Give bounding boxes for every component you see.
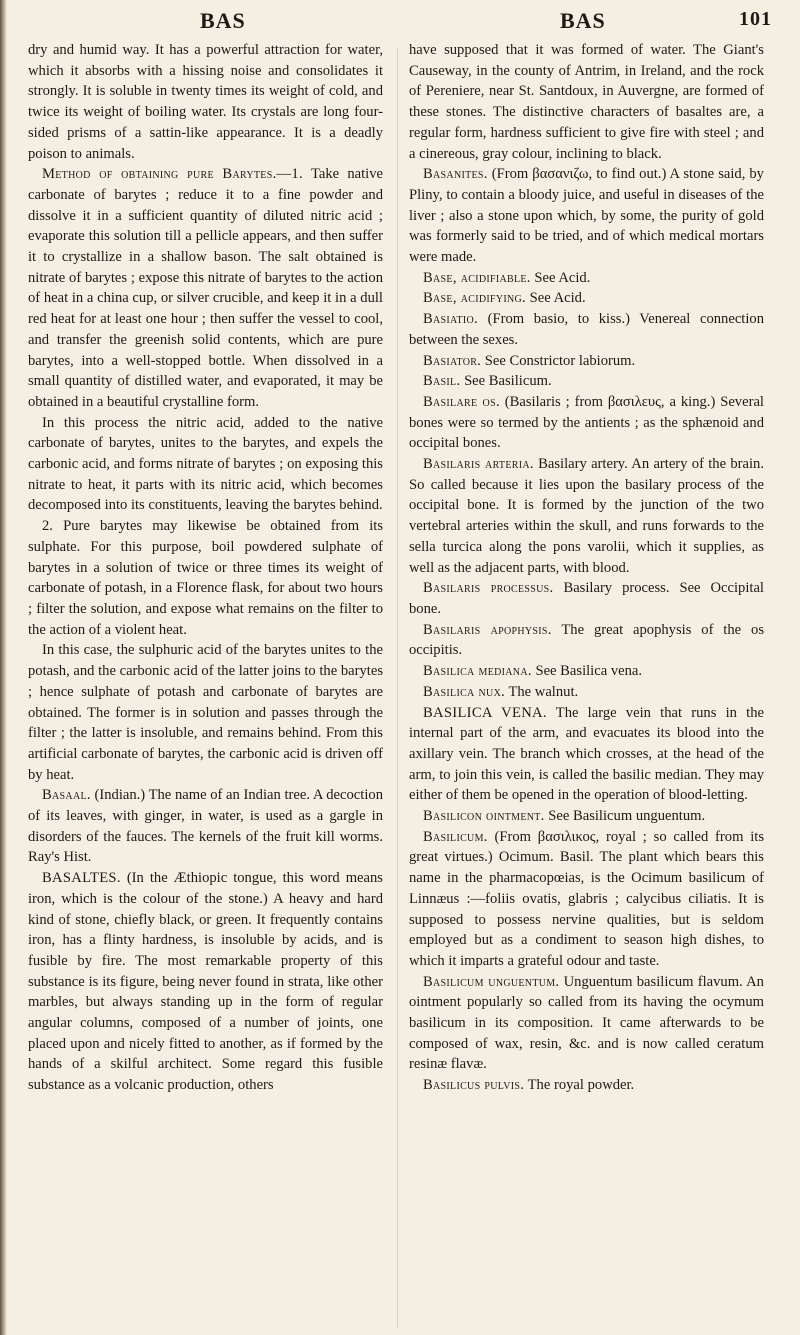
right-column [409,40,764,1096]
entry-headword: Basilica mediana. [423,663,532,680]
dictionary-entry [409,1075,764,1096]
entry-headword: Basaal. [42,787,91,804]
entry-headword: Basilaris arteria. [423,456,534,473]
dictionary-entry [28,868,383,1096]
page-binding-edge [0,0,7,1335]
entry-text: See Constrictor labiorum. [484,352,636,369]
dictionary-entry [409,806,764,827]
entry-text: dry and humid way. It has a powerful attraction for water, which it absorbs with a hissing noise and consolidates it strongly. It is soluble in twenty times its weight of cold, and twice its weight of boiling water. Its crystals are long four-sided prisms of a sattin-like appearance. It is a deadly poison to animals. [28,42,383,162]
left-column [28,40,383,1096]
dictionary-entry [409,268,764,289]
entry-text: Unguentum basilicum flavum. An ointment popularly so called from its having the ocymum basilicum in its composition. It came afterwards to be composed of wax, resin, &c. and is now called ceratum resinæ flavæ. [409,973,764,1073]
entry-headword: Basiatio. [423,311,478,328]
entry-headword: Basilare os. [423,393,500,410]
entry-text: The great apophysis of the os occipitis. [409,621,765,659]
dictionary-entry [28,785,383,868]
entry-text: See Basilicum unguentum. [548,808,706,825]
running-header [40,8,780,40]
dictionary-entry [409,827,764,972]
dictionary-entry [28,413,383,517]
dictionary-entry [409,309,764,350]
entry-text: See Acid. [529,290,586,307]
entry-headword: Basilica nux. [423,683,506,700]
dictionary-entry [409,620,764,661]
dictionary-entry [409,371,764,392]
entry-text: (From basio, to kiss.) Venereal connection between the sexes. [409,311,764,348]
dictionary-entry [409,578,764,619]
entry-text: The large vein that runs in the internal part of the arm, and evacuates its blood into the axillary vein. The branch which crosses, at the head of the arm, to join this vein, is called the basilic median. They may either of them be opened in the operation of blood-letting. [409,704,764,804]
entry-text: Take native carbonate of barytes ; reduce it to a fine powder and dissolve it in a sufficient quantity of diluted nitric acid ; evaporate this solution till a pellicle appears, and then suffer it to crystallize in a shallow bason. The salt obtained is nitrate of barytes ; expose this nitrate of barytes to the action of heat in a china cup, or silver crucible, and keep it in a dull red heat for at least one hour ; then suffer the vessel to cool, and transfer the greenish solid contents, which are pure barytes, into a well-stopped bottle. When dissolved in a small quantity of distilled water, and evaporated, it may be obtained in a beautiful crystalline form. [28,166,383,410]
dictionary-entry [409,392,764,454]
entry-headword: Base, acidifying. [423,290,527,307]
dictionary-entry [409,661,764,682]
dictionary-entry [28,164,383,412]
page-number: 101 [739,8,772,30]
entry-headword: Base, acidifiable. [423,269,531,286]
entry-headword: Basilicum unguentum. [423,973,560,990]
entry-text: The royal powder. [527,1077,635,1094]
dictionary-entry [409,972,764,1076]
entry-headword: Basilaris apophysis. [423,621,552,638]
entry-text: See Basilicum. [464,373,552,390]
entry-headword: Basilicus pulvis. [423,1077,525,1094]
entry-headword: BASILICA VENA. [423,704,547,721]
entry-text: (Indian.) The name of an Indian tree. A decoction of its leaves, with ginger, in water, is used as a gargle in disorders of the fauces. The kernels of the fruit kill worms. Ray's Hist. [28,787,383,866]
entry-text: have supposed that it was formed of water. The Giant's Causeway, in the county of Antrim, in Ireland, and the rock of Pereniere, near St. Santdoux, in Auvergne, are formed of these stones. The distinctive characters of basaltes are, a regular form, hardness sufficient to give fire with steel ; and a cinereous, gray colour, inclining to black. [409,42,764,162]
dictionary-entry [409,288,764,309]
dictionary-entry [28,40,383,164]
entry-headword: Basiator. [423,352,482,369]
entry-text: See Basilica vena. [535,663,643,680]
entry-text: In this process the nitric acid, added to the native carbonate of barytes, unites to the barytes, and expels the carbonic acid, and forms nitrate of barytes ; on exposing this nitrate to heat, it parts with its nitric acid, which becomes decomposed into its constituents, leaving the barytes behind. [28,414,383,514]
header-right-word: BAS [560,8,606,33]
dictionary-entry [409,164,764,268]
entry-text: (From βασανιζω, to find out.) A stone said, by Pliny, to contain a bloody juice, and useful in diseases of the liver ; also a stone upon which, by some, the purity of gold was formerly said to be tried, and of which medical mortars were made. [409,166,764,266]
dictionary-entry [409,454,764,578]
entry-headword: Method of obtaining pure Barytes.—1. [42,166,303,183]
entry-text: Basilary artery. An artery of the brain. So called because it lies upon the basilary process of the occipital bone. It is formed by the junction of the two vertebral arteries within the skull, and runs forwards to the sella turcica along the pons varolii, which it supplies, as well as the adjacent parts, with blood. [409,456,764,576]
dictionary-entry [409,351,764,372]
dictionary-entry [409,40,764,164]
entry-text: The walnut. [508,683,579,700]
entry-text: Basilary process. See Occipital bone. [409,580,764,617]
entry-headword: Basil. [423,373,461,390]
dictionary-entry [28,640,383,785]
entry-headword: Basilicon ointment. [423,808,545,825]
dictionary-entry [409,682,764,703]
header-left-word: BAS [200,8,246,33]
entry-headword: Basilicum. [423,828,488,845]
entry-text: In this case, the sulphuric acid of the barytes unites to the potash, and the carbonic acid of the latter joins to the barytes ; hence sulphate of potash and carbonate of barytes are obtained. The former is in solution and passes through the filter ; the latter is insoluble, and remains behind. From this artificial carbonate of barytes, the carbonic acid is driven off by heat. [28,642,383,783]
entry-text: (From βασιλικος, royal ; so called from its great virtues.) Ocimum. Basil. The plant which bears this name in the pharmacopœias, is the Ocimum basilicum of Linnæus :—foliis ovatis, glabris ; calycibus ciliatis. It is supposed to possess nervine qualities, but is seldom employed but as a condiment to season high dishes, to which it imparts a grateful odour and taste. [409,828,764,969]
entry-text: 2. Pure barytes may likewise be obtained from its sulphate. For this purpose, boil powdered sulphate of barytes in a solution of twice or three times its weight of carbonate of potash, in a Florence flask, for about two hours ; filter the solution, and expose what remains on the filter to the action of a violent heat. [28,518,383,638]
entry-text: (In the Æthiopic tongue, this word means iron, which is the colour of the stone.) A heavy and hard kind of stone, chiefly black, or green. It frequently contains iron, has a flinty hardness, is insoluble by acids, and is fusible by fire. The most remarkable property of this substance is its figure, being never found in strata, like other marbles, but always standing up in the form of regular angular columns, composed of a number of joints, one placed upon and nicely fitted to another, as if formed by the hands of a skilful architect. Some regard this fusible substance as a volcanic production, others [28,870,383,1094]
entry-text: (Basilaris ; from βασιλευς, a king.) Several bones were so termed by the antients ; as the sphænoid and occipital bones. [409,393,764,452]
dictionary-entry [28,516,383,640]
entry-text: See Acid. [534,269,591,286]
dictionary-entry [409,703,764,807]
entry-headword: Basilaris processus. [423,580,554,597]
column-divider [397,48,398,1328]
entry-headword: BASALTES. [42,870,121,887]
entry-headword: Basanites. [423,166,488,183]
